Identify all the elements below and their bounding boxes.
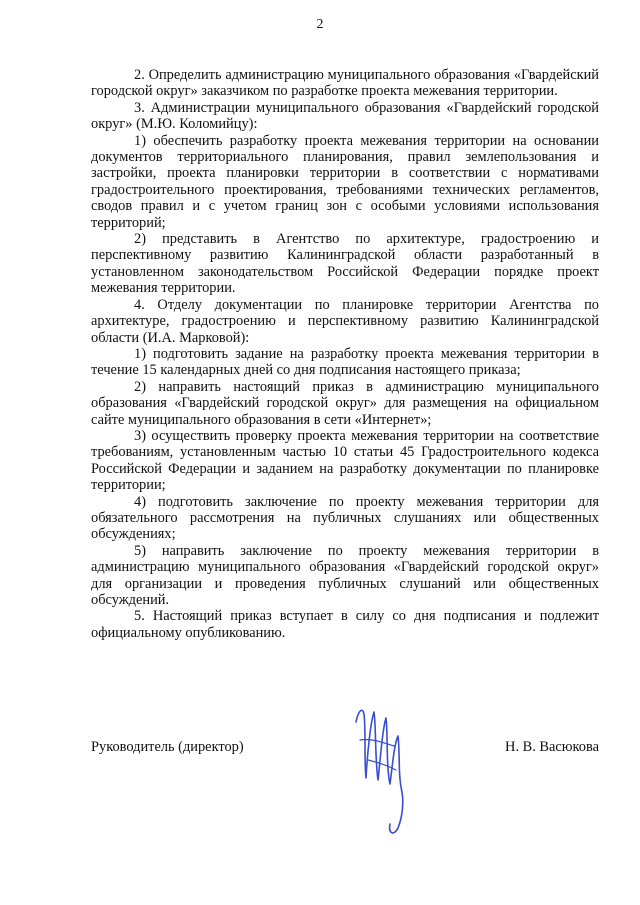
paragraph-4: 4. Отделу документации по планировке территории Агентства по архитектуре, градостроению и перспективному развитию Калининградской области (И.А. Марковой):	[91, 296, 599, 346]
paragraph-4-item-1: 1) подготовить задание на разработку проекта межевания территории в течение 15 календарных дней со дня подписания настоящего приказа;	[91, 345, 599, 379]
paragraph-4-item-5: 5) направить заключение по проекту межевания территории в администрацию муниципального образования «Гвардейский городской округ» для организации и проведения публичных слушаний или общественных обсуждений.	[91, 542, 599, 608]
paragraph-2: 2. Определить администрацию муниципального образования «Гвардейский городской округ» заказчиком по разработке проекта межевания территории.	[91, 67, 599, 100]
paragraph-4-item-2: 2) направить настоящий приказ в администрацию муниципального образования «Гвардейский городской округ» для размещения на официальном сайте муниципального образования в сети «Интернет»;	[91, 378, 599, 428]
signer-position: Руководитель (директор)	[91, 739, 244, 755]
paragraph-4-item-4: 4) подготовить заключение по проекту межевания территории для обязательного рассмотрения на публичных слушаниях или общественных обсуждениях;	[91, 493, 599, 543]
paragraph-3-item-2: 2) представить в Агентство по архитектуре, градостроению и перспективному развитию Калининградской области разработанный в установленном законодательством Российской Федерации порядке проект межевания территории.	[91, 231, 599, 297]
paragraph-3: 3. Администрации муниципального образования «Гвардейский городской округ» (М.Ю. Коломийцу):	[91, 99, 599, 133]
paragraph-4-item-3: 3) осуществить проверку проекта межевания территории на соответствие требованиям, установленным частью 10 статьи 45 Градостроительного кодекса Российской Федерации и заданием на разработку документации по планировке территории;	[91, 427, 599, 494]
signer-name: Н. В. Васюкова	[505, 739, 599, 755]
paragraph-3-item-1: 1) обеспечить разработку проекта межевания территории на основании документов территориального планирования, правил землепользования и застройки, проекта планировки территории в соответствии с нормативами градостроительного проектирования, требованиями технических регламентов, сводов правил и с учетом границ зон с особыми условиями использования территорий;	[91, 132, 599, 231]
signature-block	[91, 739, 599, 759]
handwritten-signature	[348, 700, 418, 840]
document-body	[91, 67, 599, 641]
paragraph-5: 5. Настоящий приказ вступает в силу со дня подписания и подлежит официальному опубликованию.	[91, 608, 599, 641]
page-number: 2	[316, 17, 324, 32]
